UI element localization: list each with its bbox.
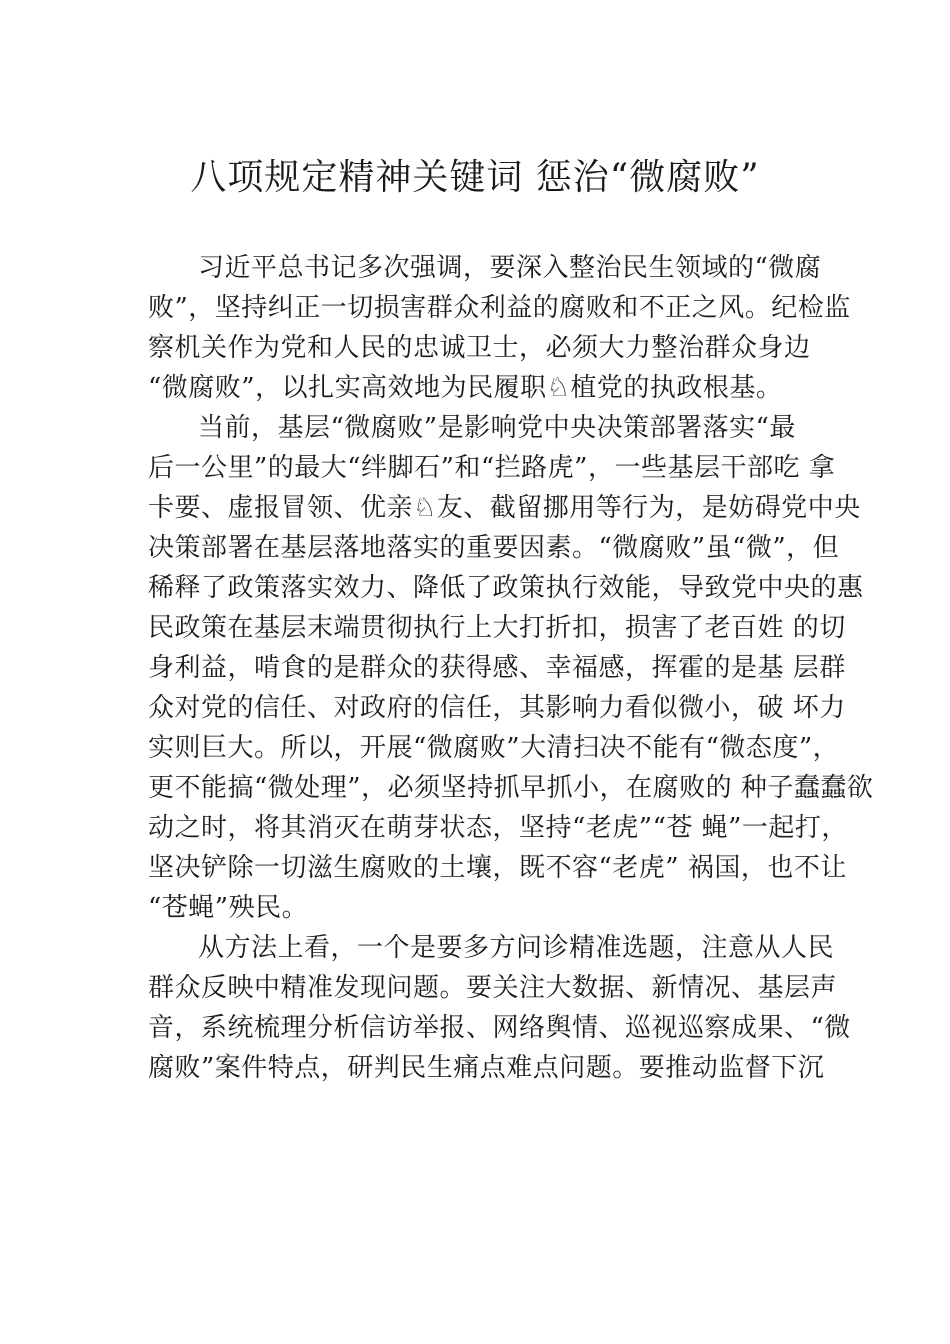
paragraph-3-line-1: 从方法上看，一个是要多方问诊精准选题，注意从人民 <box>198 933 835 963</box>
paragraph-2-line-3: 卡要、虚报冒领、优亲♘友、截留挪用等行为，是妨碍党中央 <box>148 493 861 523</box>
paragraph-3-line-2: 群众反映中精准发现问题。要关注大数据、新情况、基层声 <box>148 973 838 1003</box>
paragraph-2-line-13: “苍蝇”殃民。 <box>148 893 309 923</box>
paragraph-2-line-8: 众对党的信任、对政府的信任，其影响力看似微小，破 坏力 <box>148 693 846 723</box>
paragraph-2-line-10: 更不能搞“微处理”，必须坚持抓早抓小，在腐败的 种子蠢蠢欲 <box>148 773 874 803</box>
paragraph-2-line-11: 动之时，将其消灭在萌芽状态，坚持“老虎”“苍 蝇”一起打， <box>148 813 848 843</box>
paragraph-3-line-4: 腐败”案件特点，研判民生痛点难点问题。要推动监督下沉 <box>148 1053 825 1083</box>
paragraph-2-line-4: 决策部署在基层落地落实的重要因素。“微腐败”虽“微”，但 <box>148 533 840 563</box>
paragraph-1-line-3: 察机关作为党和人民的忠诚卫士，必须大力整治群众身边 <box>148 333 811 363</box>
paragraph-3-line-3: 音，系统梳理分析信访举报、网络舆情、巡视巡察成果、“微 <box>148 1013 851 1043</box>
document-title: 八项规定精神关键词 惩治“微腐败” <box>190 157 760 198</box>
paragraph-2-line-6: 民政策在基层末端贯彻执行上大打折扣，损害了老百姓 的切 <box>148 613 846 643</box>
paragraph-2-line-5: 稀释了政策落实效力、降低了政策执行效能，导致党中央的惠 <box>148 573 864 603</box>
paragraph-1-line-2: 败”，坚持纠正一切损害群众利益的腐败和不正之风。纪检监 <box>148 293 851 323</box>
paragraph-1-line-1: 习近平总书记多次强调，要深入整治民生领域的“微腐 <box>198 253 822 283</box>
paragraph-2-line-12: 坚决铲除一切滋生腐败的土壤，既不容“老虎” 祸国，也不让 <box>148 853 847 883</box>
paragraph-2-line-2: 后一公里”的最大“绊脚石”和“拦路虎”，一些基层干部吃 拿 <box>148 453 836 483</box>
paragraph-2-line-1: 当前，基层“微腐败”是影响党中央决策部署落实“最 <box>198 413 796 443</box>
paragraph-1-line-4: “微腐败”，以扎实高效地为民履职♘植党的执政根基。 <box>148 373 783 403</box>
paragraph-2-line-9: 实则巨大。所以，开展“微腐败”大清扫决不能有“微态度”， <box>148 733 840 763</box>
paragraph-2-line-7: 身利益，啃食的是群众的获得感、幸福感，挥霍的是基 层群 <box>148 653 846 683</box>
